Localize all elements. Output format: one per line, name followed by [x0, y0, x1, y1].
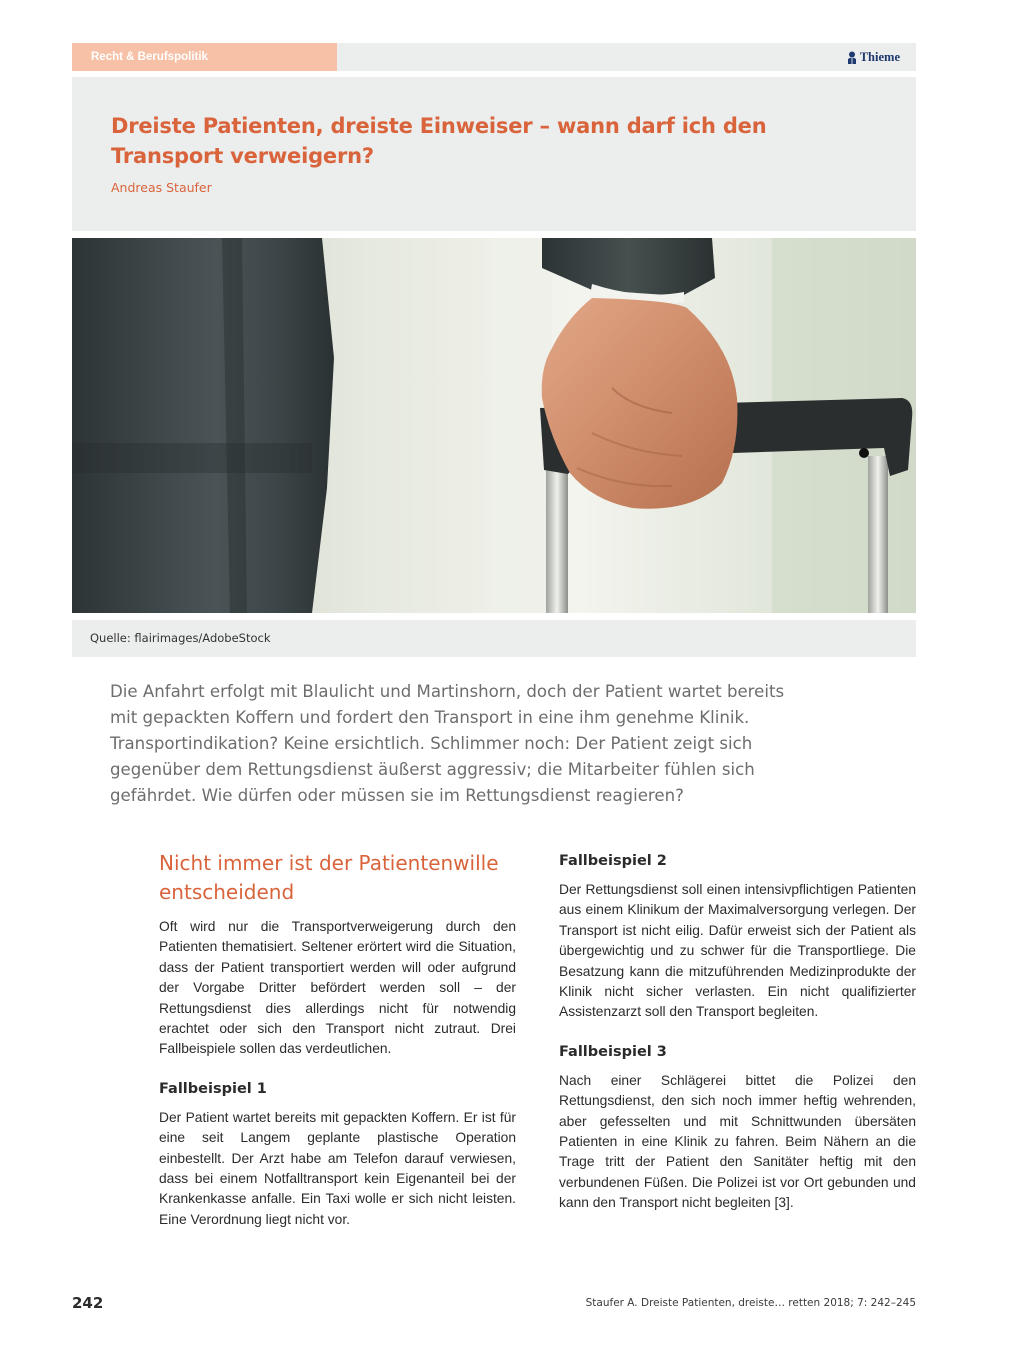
- case1-heading: Fallbeispiel 1: [159, 1080, 267, 1097]
- right-column: [559, 850, 916, 1214]
- case3-text: Nach einer Schlägerei bittet die Polizei den Rettungsdienst, den sich noch immer heftig wehrenden, aber gefesselten und mit Schnittwunden übersäten Patienten in eine Klinik zu fahren. Beim Nähern an die Trage tritt der Patient den Sanitäter heftig mit den verbundenen Füßen. Die Polizei ist vor Ort gebunden und kann den Transport nicht begleiten [3].: [559, 1072, 916, 1211]
- article-title: Dreiste Patienten, dreiste Einweiser – wann darf ich den Transport verweigern?: [111, 114, 767, 168]
- case2-heading: Fallbeispiel 2: [559, 853, 667, 869]
- publisher-name: Thieme: [859, 50, 900, 64]
- case1-text: Der Patient wartet bereits mit gepackten Koffern. Er ist für eine seit Langem geplante plastische Operation einbestellt. Der Arzt habe am Telefon darauf verwiesen, dass bei einem Notfalltransport kein Eigenanteil bei der Krankenkasse anfalle. Ein Taxi wolle er sich nicht leisten. Eine Verordnung liegt nicht vor.: [159, 1109, 516, 1227]
- title-block: [72, 77, 916, 231]
- case2-text: Der Rettungsdienst soll einen intensivpflichtigen Patienten aus einem Klinikum der Maximalversorgung verlegen. Der Transport ist nicht eilig. Dafür erweist sich der Patient als übergewichtig und zu schwer für die Transportliege. Die Besatzung kann die mitzuführenden Medizinprodukte der Klinik nicht sicher verlasten. Ein nicht qualifizierter Assistenzarzt soll den Transport begleiten.: [559, 882, 916, 1020]
- publisher-bar: [337, 43, 916, 71]
- image-caption-bar: [72, 620, 916, 657]
- intro-paragraph: Oft wird nur die Transportverweigerung durch den Patienten thematisiert. Seltener erörtert wird die Situation, dass der Patient transportiert werden will oder aufgrund der Vorgabe Dritter befördert werden soll – der Rettungsdienst dies allerdings nicht für notwendig erachtet oder sich den Transport nicht zutraut. Drei Fallbeispiele sollen das verdeutlichen.: [159, 919, 516, 1057]
- suitcase-handle-photo: [72, 238, 916, 613]
- lead-paragraph: Die Anfahrt erfolgt mit Blaulicht und Martinshorn, doch der Patient wartet bereits mit gepackten Koffern und fordert den Transport in eine ihm genehme Klinik. Transportindikation? Keine ersichtlich. Schlimmer noch: Der Patient zeigt sich gegenüber dem Rettungsdienst äußerst aggressiv; die Mitarbeiter fühlen sich gefährdet. Wie dürfen oder müssen sie im Rettungsdienst reagieren?: [110, 682, 785, 805]
- citation: Staufer A. Dreiste Patienten, dreiste… retten 2018; 7: 242–245: [585, 1297, 916, 1309]
- category-label: Recht & Berufspolitik: [72, 43, 337, 71]
- thieme-logo-icon: [847, 51, 857, 64]
- page-number: 242: [72, 1294, 104, 1312]
- publisher-logo: [847, 50, 900, 65]
- article-author: Andreas Staufer: [111, 180, 212, 195]
- case3-heading: Fallbeispiel 3: [559, 1043, 667, 1060]
- image-caption: Quelle: flairimages/AdobeStock: [90, 631, 271, 645]
- hero-image: [72, 238, 916, 613]
- left-column: [159, 849, 516, 1230]
- section-heading: Nicht immer ist der Patientenwille entscheidend: [159, 851, 499, 904]
